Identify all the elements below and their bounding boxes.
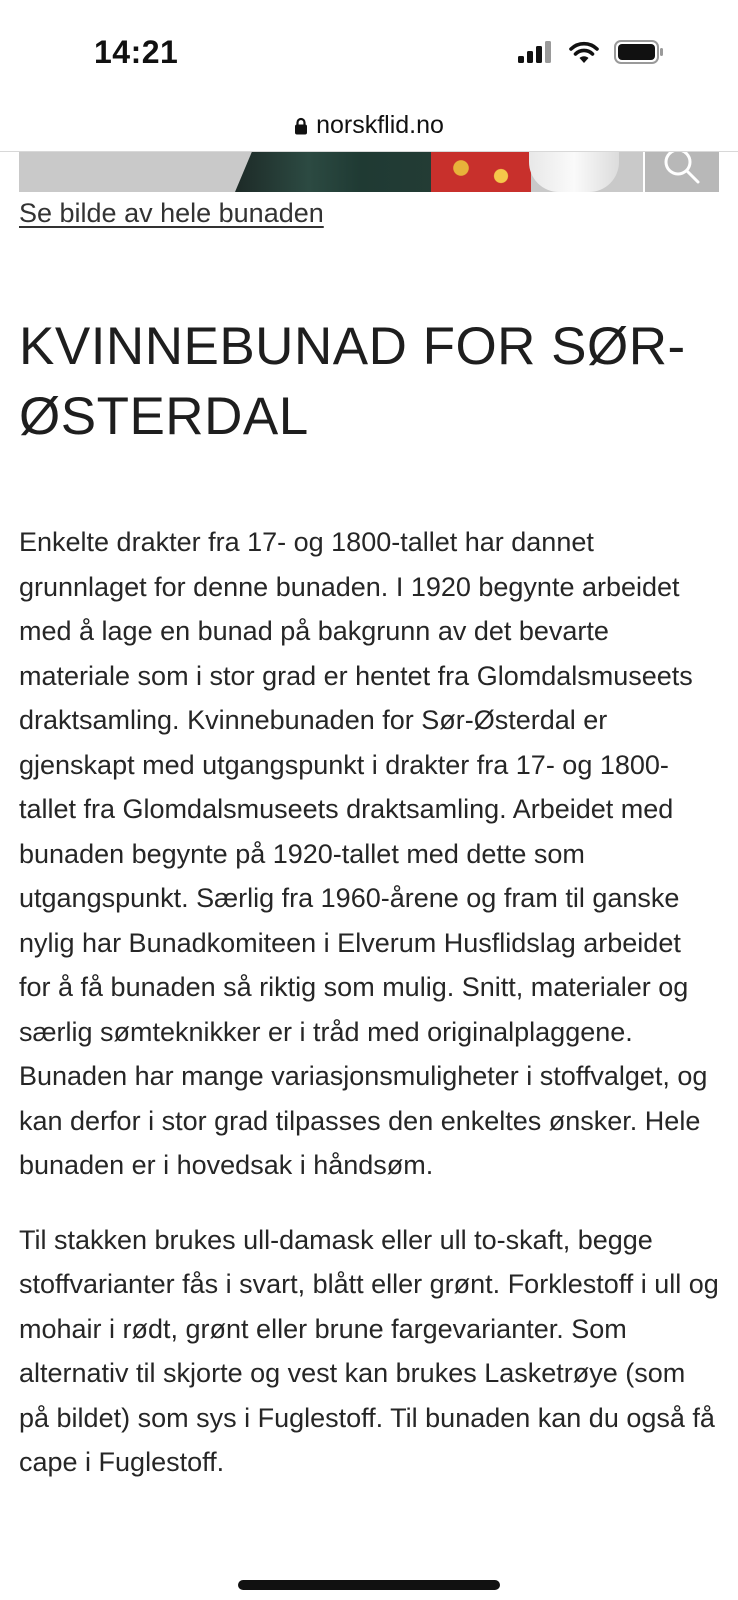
bunad-hero-image (19, 152, 719, 192)
hero-dress-dark-fabric (235, 152, 445, 192)
url-text: norskflid.no (316, 111, 444, 139)
zoom-search-button[interactable] (643, 152, 719, 192)
article-paragraph: Enkelte drakter fra 17- og 1800-tallet har dannet grunnlaget for denne bunaden. I 1920 begynte arbeidet med å lage en bunad på bakgrunn av det bevarte materiale som i stor grad er hentet fra Glomdalsmuseets draktsamling. Kvinnebunaden for Sør-Østerdal er gjenskapt med utgangspunkt i drakter fra 17- og 1800-tallet fra Glomdalsmuseets draktsamling. Arbeidet med bunaden begynte på 1920-tallet med dette som utgangspunkt. Særlig fra 1960-årene og fram til ganske nylig har Bunadkomiteen i Elverum Husflidslag arbeidet for å få bunaden så riktig som mulig. Snitt, materialer og særlig sømteknikker er i tråd med originalplaggene. Bunaden har mange variasjonsmuligheter i stoffvalget, og kan derfor i stor grad tilpasses den enkeltes ønsker. Hele bunaden er i hovedsak i håndsøm. (19, 527, 708, 1180)
wifi-icon (568, 40, 600, 64)
article-paragraph: Til stakken brukes ull-damask eller ull to-skaft, begge stoffvarianter fås i svart, blått eller grønt. Forklestoff i ull og mohair i rødt, grønt eller brune fargevarianter. Som alternativ til skjorte og vest kan brukes Lasketrøye (som på bildet) som sys i Fuglestoff. Til bunaden kan du også få cape i Fuglestoff. (19, 1224, 719, 1477)
lock-icon (294, 117, 308, 135)
search-icon (662, 152, 702, 192)
browser-address-bar[interactable] (0, 100, 738, 152)
hero-apron-fabric (431, 152, 531, 192)
page-title: KVINNEBUNAD FOR SØR-ØSTERDAL (19, 317, 686, 446)
hero-white-shirt (529, 152, 619, 192)
battery-icon (614, 40, 664, 64)
url-display[interactable] (294, 111, 444, 140)
status-bar (0, 0, 738, 100)
status-icons (518, 40, 664, 64)
see-full-bunad-link[interactable]: Se bilde av hele bunaden (19, 198, 324, 228)
cellular-signal-icon (518, 41, 554, 63)
article-body (19, 520, 719, 1485)
status-time: 14:21 (94, 34, 179, 70)
home-indicator[interactable] (238, 1580, 500, 1590)
